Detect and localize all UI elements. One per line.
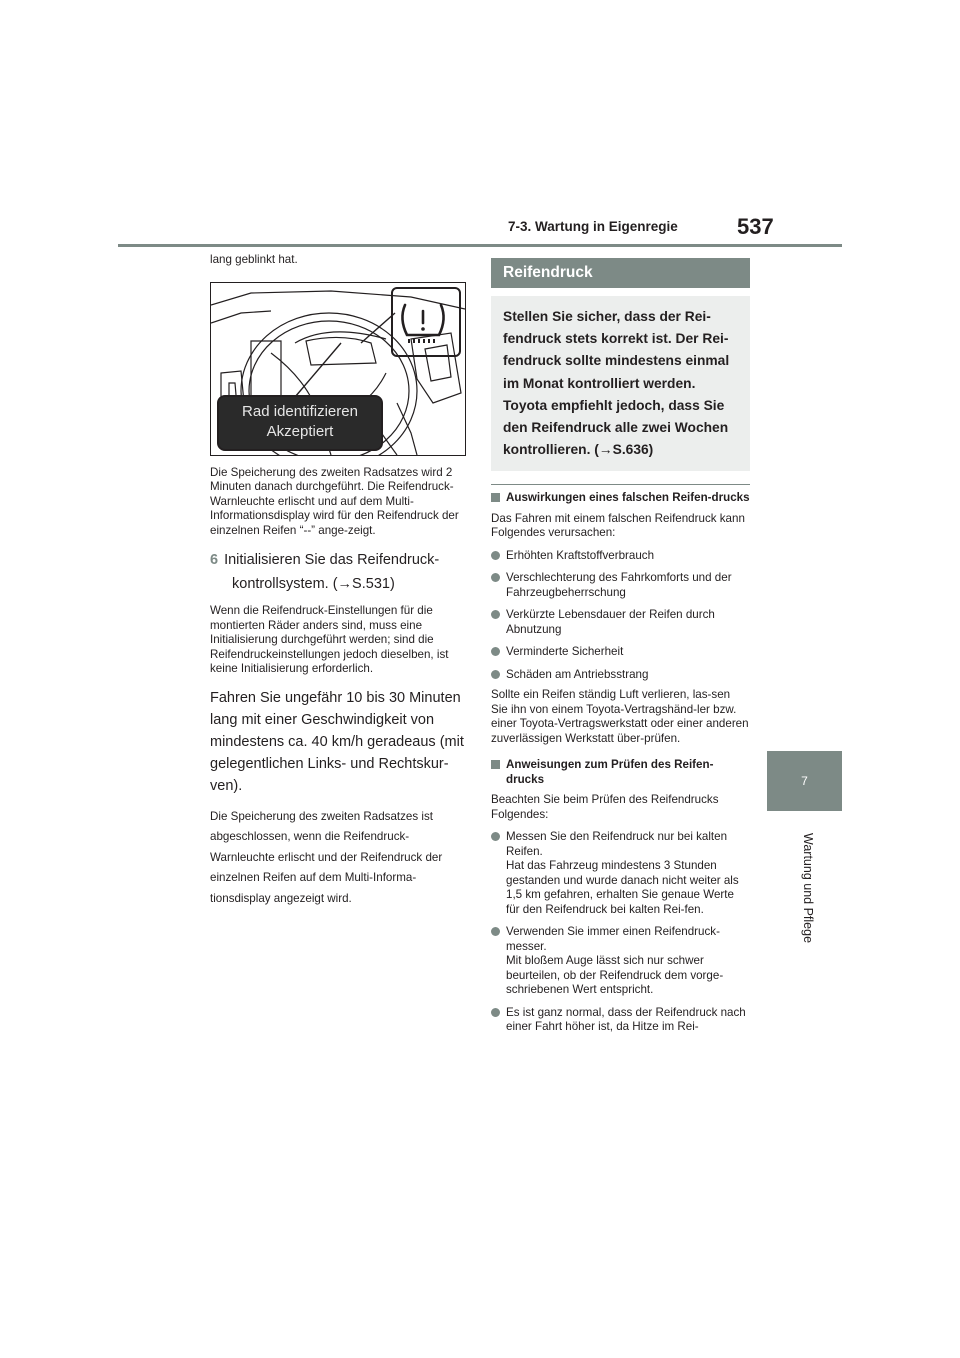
- page-number: 537: [737, 214, 774, 239]
- list-item-text: Messen Sie den Reifendruck nur bei kalten Reifen. Hat das Fahrzeug mindestens 3 Stunden gestanden und wurde danach nicht weiter als 1,5 km gefahren, erhalten Sie genaue Werte für den Reifendruck bei kalten Rei-fen.: [506, 830, 739, 916]
- subheading-effects: [491, 491, 750, 506]
- completion-paragraph: Die Speicherung des zweiten Radsatzes ist abgeschlossen, wenn die Reifendruck-Warnleuchte erlischt und der Reifendruck der einzelnen Reifen auf dem Multi-Informa-tionsdisplay angezeigt wird.: [210, 809, 443, 905]
- list-item: [491, 1006, 750, 1035]
- step-line-2: kontrollsystem. (→S.531): [232, 576, 395, 592]
- effects-intro: Das Fahren mit einem falschen Reifendruck kann Folgendes verursachen:: [491, 511, 745, 540]
- subheading-instructions-text: Anweisungen zum Prüfen des Reifen-drucks: [506, 758, 714, 786]
- instructions-list: [491, 830, 750, 1035]
- driving-paragraph: Fahren Sie ungefähr 10 bis 30 Minuten lang mit einer Geschwindigkeit von mindestens ca. 40 km/h geradeaus (mit gelegentlichen Links- und Rechtskur-ven).: [210, 689, 464, 794]
- display-line-2: Akzeptiert: [266, 422, 334, 440]
- list-item-text: Verkürzte Lebensdauer der Reifen durch Abnutzung: [506, 608, 715, 636]
- chapter-number: 7: [801, 774, 808, 788]
- list-item: [491, 571, 750, 600]
- bullet-dot-icon: [491, 927, 500, 936]
- left-column: [210, 253, 466, 909]
- reifendruck-box-text: Stellen Sie sicher, dass der Rei-fendruck stets korrekt ist. Der Rei-fendruck sollte mindestens einmal im Monat kontrolliert werden. Toyota empfiehlt jedoch, dass Sie den Reifendruck alle zwei Wochen kontrollieren. (→S.636): [491, 296, 750, 471]
- bullet-dot-icon: [491, 573, 500, 582]
- list-item-text: Verminderte Sicherheit: [506, 645, 624, 659]
- list-item-text: Schäden am Antriebsstrang: [506, 667, 649, 681]
- list-item: [491, 645, 750, 660]
- list-item: [491, 925, 750, 998]
- list-item-text: Erhöhten Kraftstoffverbrauch: [506, 548, 655, 562]
- chapter-label: Wartung und Pflege: [801, 833, 815, 944]
- storage-paragraph: Die Speicherung des zweiten Radsatzes wird 2 Minuten danach durchgeführt. Die Reifendruck-Warnleuchte erlischt und auf dem Multi-Informationsdisplay wird für den Reifendruck der einzelnen Reifen “--” ange-zeigt.: [210, 465, 459, 537]
- step-line-1: Initialisieren Sie das Reifendruck-: [224, 552, 440, 568]
- subheading-instructions: [491, 758, 750, 787]
- subheading-effects-text: Auswirkungen eines falschen Reifen-drucks: [506, 491, 750, 505]
- bullet-dot-icon: [491, 670, 500, 679]
- bullet-dot-icon: [491, 832, 500, 841]
- intro-text: lang geblinkt hat.: [210, 253, 298, 266]
- instructions-intro: Beachten Sie beim Prüfen des Reifendrucks Folgendes:: [491, 793, 719, 821]
- square-bullet-icon: [491, 493, 500, 502]
- list-item-text: Verschlechterung des Fahrkomforts und der Fahrzeugbeherrschung: [506, 571, 732, 599]
- effects-outro: Sollte ein Reifen ständig Luft verlieren, las-sen Sie ihn von einem Toyota-Vertragshänd-ler bzw. einer Toyota-Vertragswerkstatt oder einer anderen zuverlässigen Werkstatt über-prüfen.: [491, 688, 749, 745]
- list-item: [491, 830, 750, 917]
- display-line-1: Rad identifizieren: [242, 402, 358, 420]
- multi-info-display: [217, 395, 383, 451]
- list-item: [491, 549, 750, 564]
- initialization-paragraph: Wenn die Reifendruck-Einstellungen für die montierten Räder anders sind, muss eine Initialisierung durchgeführt werden; sind die Reifendruckeinstellungen jedoch dieselben, ist keine Initialisierung erforderlich.: [210, 604, 449, 675]
- chapter-tab: [767, 751, 842, 811]
- section-rule: [491, 484, 750, 485]
- step-number: 6: [210, 552, 219, 568]
- list-item: [491, 668, 750, 683]
- bullet-dot-icon: [491, 551, 500, 560]
- dashboard-figure: [210, 282, 466, 456]
- step-6: [210, 548, 466, 596]
- bullet-dot-icon: [491, 647, 500, 656]
- list-item: [491, 608, 750, 637]
- header-rule: [118, 244, 842, 247]
- section-title: 7-3. Wartung in Eigenregie: [508, 219, 678, 234]
- bullet-dot-icon: [491, 610, 500, 619]
- list-item-text: Verwenden Sie immer einen Reifendruck-messer. Mit bloßem Auge lässt sich nur schwer beurteilen, ob der Reifendruck dem vorge-schriebenen Wert entspricht.: [506, 925, 724, 997]
- right-column: [491, 258, 750, 1035]
- list-item-text: Es ist ganz normal, dass der Reifendruck nach einer Fahrt höher ist, da Hitze im Rei-: [506, 1005, 746, 1034]
- square-bullet-icon: [491, 760, 500, 769]
- reifendruck-box-title: Reifendruck: [491, 258, 750, 288]
- effects-list: [491, 549, 750, 683]
- bullet-dot-icon: [491, 1008, 500, 1017]
- tire-pressure-warning-icon: [391, 287, 461, 357]
